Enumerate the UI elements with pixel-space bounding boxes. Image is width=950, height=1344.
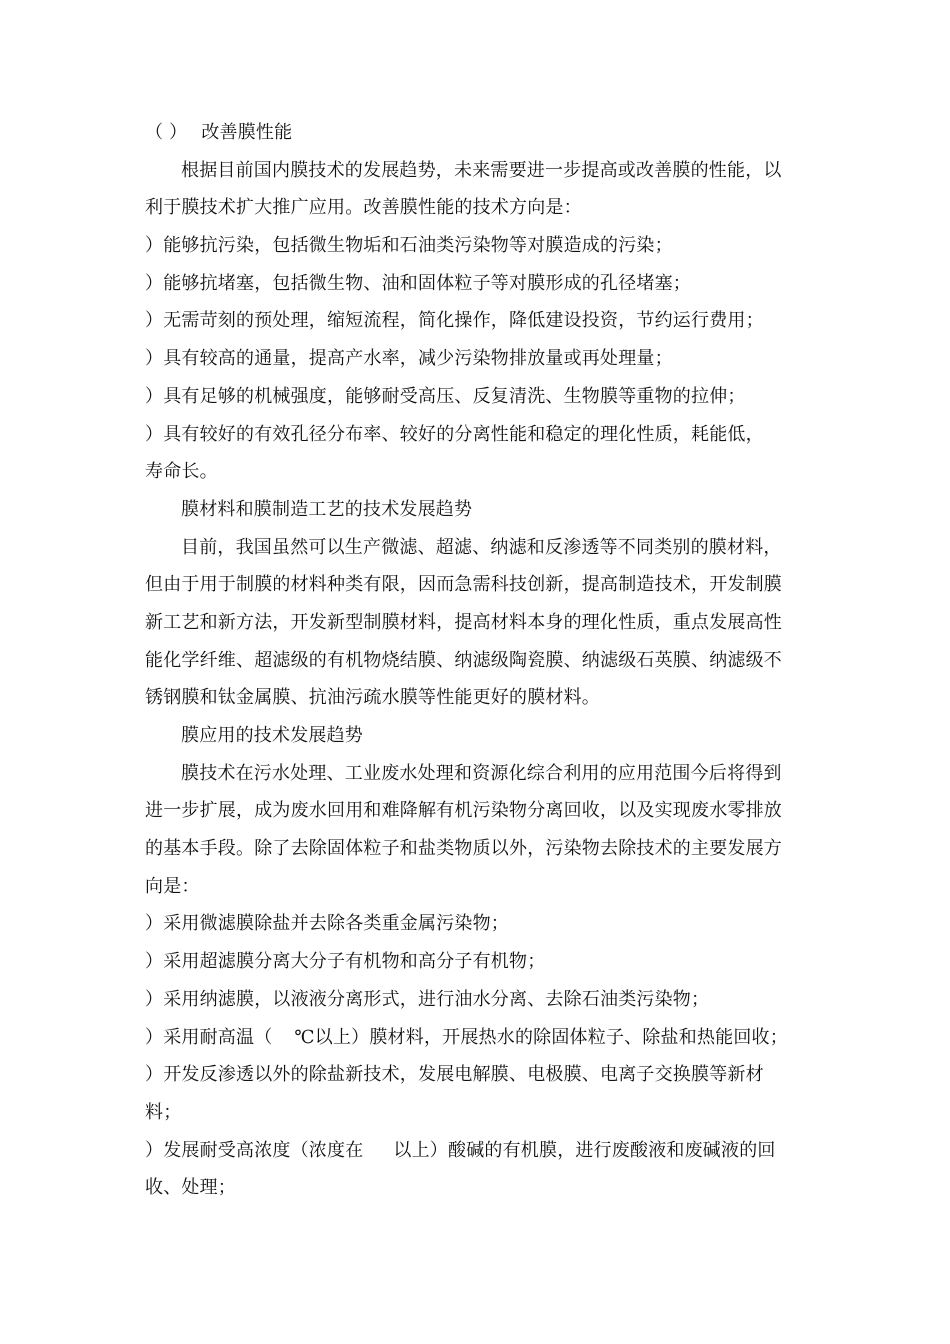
list-item-continuation: 料； xyxy=(145,1101,182,1123)
list-item-text: ℃以上）膜材料，开展热水的除固体粒子、除盐和热能回收； xyxy=(294,1026,788,1048)
heading-number: （ ） xyxy=(145,122,188,143)
list-item: ）采用纳滤膜，以液液分离形式，进行油水分离、去除石油类污染物； xyxy=(145,988,710,1010)
paragraph-line: 能化学纤维、超滤级的有机物烧结膜、纳滤级陶瓷膜、纳滤级石英膜、纳滤级不 xyxy=(145,649,782,671)
list-item-text: 以上）酸碱的有机膜，进行废酸液和废碱液的回 xyxy=(393,1139,776,1161)
list-item-text: ）采用耐高温（ xyxy=(145,1026,273,1048)
list-item: ）具有较高的通量，提高产水率，减少污染物排放量或再处理量； xyxy=(145,348,673,370)
paragraph-line: 向是： xyxy=(145,875,200,897)
section-heading-materials: 膜材料和膜制造工艺的技术发展趋势 xyxy=(181,498,473,520)
section-heading-applications: 膜应用的技术发展趋势 xyxy=(181,725,363,746)
list-item-continuation: 收、处理； xyxy=(145,1177,236,1199)
list-item: ）具有较好的有效孔径分布率、较好的分离性能和稳定的理化性质，耗能低， xyxy=(145,423,764,445)
section-heading-improve-membrane xyxy=(145,114,810,152)
paragraph-line: 利于膜技术扩大推广应用。改善膜性能的技术方向是： xyxy=(145,197,582,219)
document-page xyxy=(145,114,810,1207)
paragraph-line: 但由于用于制膜的材料种类有限，因而急需科技创新，提高制造技术，开发制膜 xyxy=(145,574,782,596)
list-item-text: ）发展耐受高浓度（浓度在 xyxy=(145,1139,364,1161)
list-item: ）能够抗污染，包括微生物垢和石油类污染物等对膜造成的污染； xyxy=(145,235,673,257)
paragraph-line: 新工艺和新方法，开发新型制膜材料，提高材料本身的理化性质，重点发展高性 xyxy=(145,611,782,633)
list-item xyxy=(145,1132,810,1170)
list-item: ）开发反渗透以外的除盐新技术，发展电解膜、电极膜、电离子交换膜等新材 xyxy=(145,1064,764,1086)
list-item: ）具有足够的机械强度，能够耐受高压、反复清洗、生物膜等重物的拉伸； xyxy=(145,385,746,407)
paragraph-line: 锈钢膜和钛金属膜、抗油污疏水膜等性能更好的膜材料。 xyxy=(145,687,600,709)
list-item: ）无需苛刻的预处理，缩短流程，简化操作，降低建设投资，节约运行费用； xyxy=(145,310,764,332)
paragraph-line: 根据目前国内膜技术的发展趋势，未来需要进一步提高或改善膜的性能，以 xyxy=(181,159,782,181)
list-item-continuation: 寿命长。 xyxy=(145,461,218,483)
list-item: ）能够抗堵塞，包括微生物、油和固体粒子等对膜形成的孔径堵塞； xyxy=(145,272,691,294)
paragraph-line: 膜技术在污水处理、工业废水处理和资源化综合利用的应用范围今后将得到 xyxy=(181,762,782,784)
heading-title: 改善膜性能 xyxy=(201,122,293,143)
list-item xyxy=(145,1019,810,1057)
list-item: ）采用超滤膜分离大分子有机物和高分子有机物； xyxy=(145,951,546,973)
paragraph-line: 进一步扩展，成为废水回用和难降解有机污染物分离回收，以及实现废水零排放 xyxy=(145,800,782,822)
paragraph-line: 目前，我国虽然可以生产微滤、超滤、纳滤和反渗透等不同类别的膜材料， xyxy=(181,536,782,558)
list-item: ）采用微滤膜除盐并去除各类重金属污染物； xyxy=(145,913,509,935)
paragraph-line: 的基本手段。除了去除固体粒子和盐类物质以外，污染物去除技术的主要发展方 xyxy=(145,838,782,860)
